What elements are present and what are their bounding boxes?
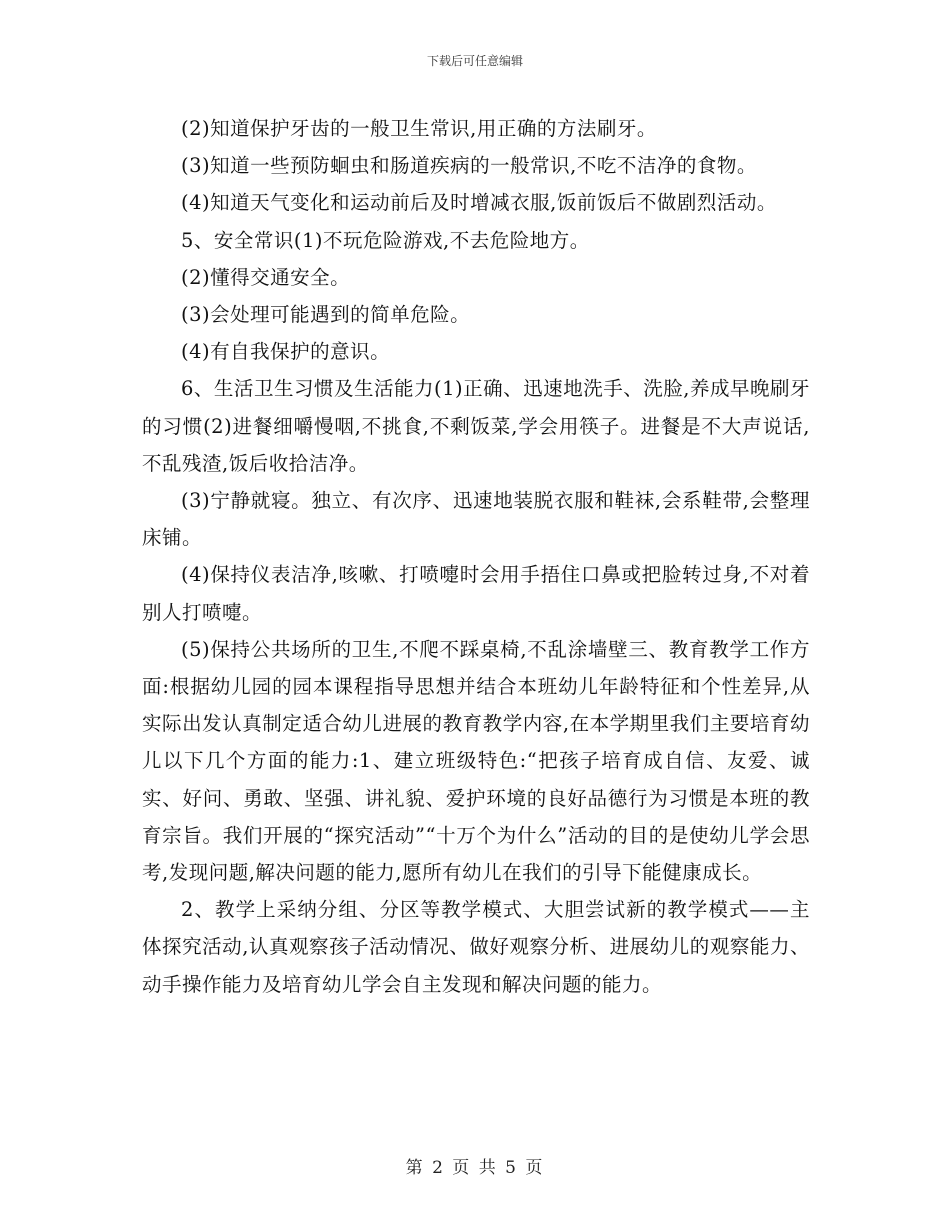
paragraph: (3)宁静就寝。独立、有次序、迅速地装脱衣服和鞋袜,会系鞋带,会整理床铺。 xyxy=(142,489,810,550)
paragraph: (4)保持仪表洁净,咳嗽、打喷嚏时会用手捂住口鼻或把脸转过身,不对着别人打喷嚏。 xyxy=(142,563,810,624)
paragraph: 2、教学上采纳分组、分区等教学模式、大胆尝试新的教学模式——主体探究活动,认真观察孩子活动情况、做好观察分析、进展幼儿的观察能力、动手操作能力及培育幼儿学会自主发现和解决问题的能力。 xyxy=(142,898,810,996)
paragraph: (4)知道天气变化和运动前后及时增减衣服,饭前饭后不做剧烈活动。 xyxy=(181,191,777,215)
page-header-note: 下载后可任意编辑 xyxy=(426,54,523,68)
page-number-footer: 第 2 页 共 5 页 xyxy=(405,1158,545,1178)
paragraph: (3)知道一些预防蛔虫和肠道疾病的一般常识,不吃不洁净的食物。 xyxy=(181,154,757,178)
document-body xyxy=(142,110,810,1003)
paragraph: (2)懂得交通安全。 xyxy=(181,265,351,289)
paragraph: (3)会处理可能遇到的简单危险。 xyxy=(181,303,471,327)
paragraph: (5)保持公共场所的卫生,不爬不踩桌椅,不乱涂墙壁三、教育教学工作方面:根据幼儿园的园本课程指导思想并结合本班幼儿年龄特征和个性差异,从实际出发认真制定适合幼儿进展的教育教学内容,在本学期里我们主要培育幼儿以下几个方面的能力:1、建立班级特色:“把孩子培育成自信、友爱、诚实、好问、勇敢、坚强、讲礼貌、爱护环境的良好品德行为习惯是本班的教育宗旨。我们开展的“探究活动”“十万个为什么”活动的目的是使幼儿学会思考,发现问题,解决问题的能力,愿所有幼儿在我们的引导下能健康成长。 xyxy=(142,637,810,885)
paragraph: 5、安全常识(1)不玩危险游戏,不去危险地方。 xyxy=(181,228,590,252)
paragraph: (2)知道保护牙齿的一般卫生常识,用正确的方法刷牙。 xyxy=(181,117,657,140)
paragraph: (4)有自我保护的意识。 xyxy=(181,340,391,364)
paragraph: 6、生活卫生习惯及生活能力(1)正确、迅速地洗手、洗脸,养成早晚刷牙的习惯(2)进餐细嚼慢咽,不挑食,不剩饭菜,学会用筷子。进餐是不大声说话,不乱残渣,饭后收拾洁净。 xyxy=(142,377,810,475)
